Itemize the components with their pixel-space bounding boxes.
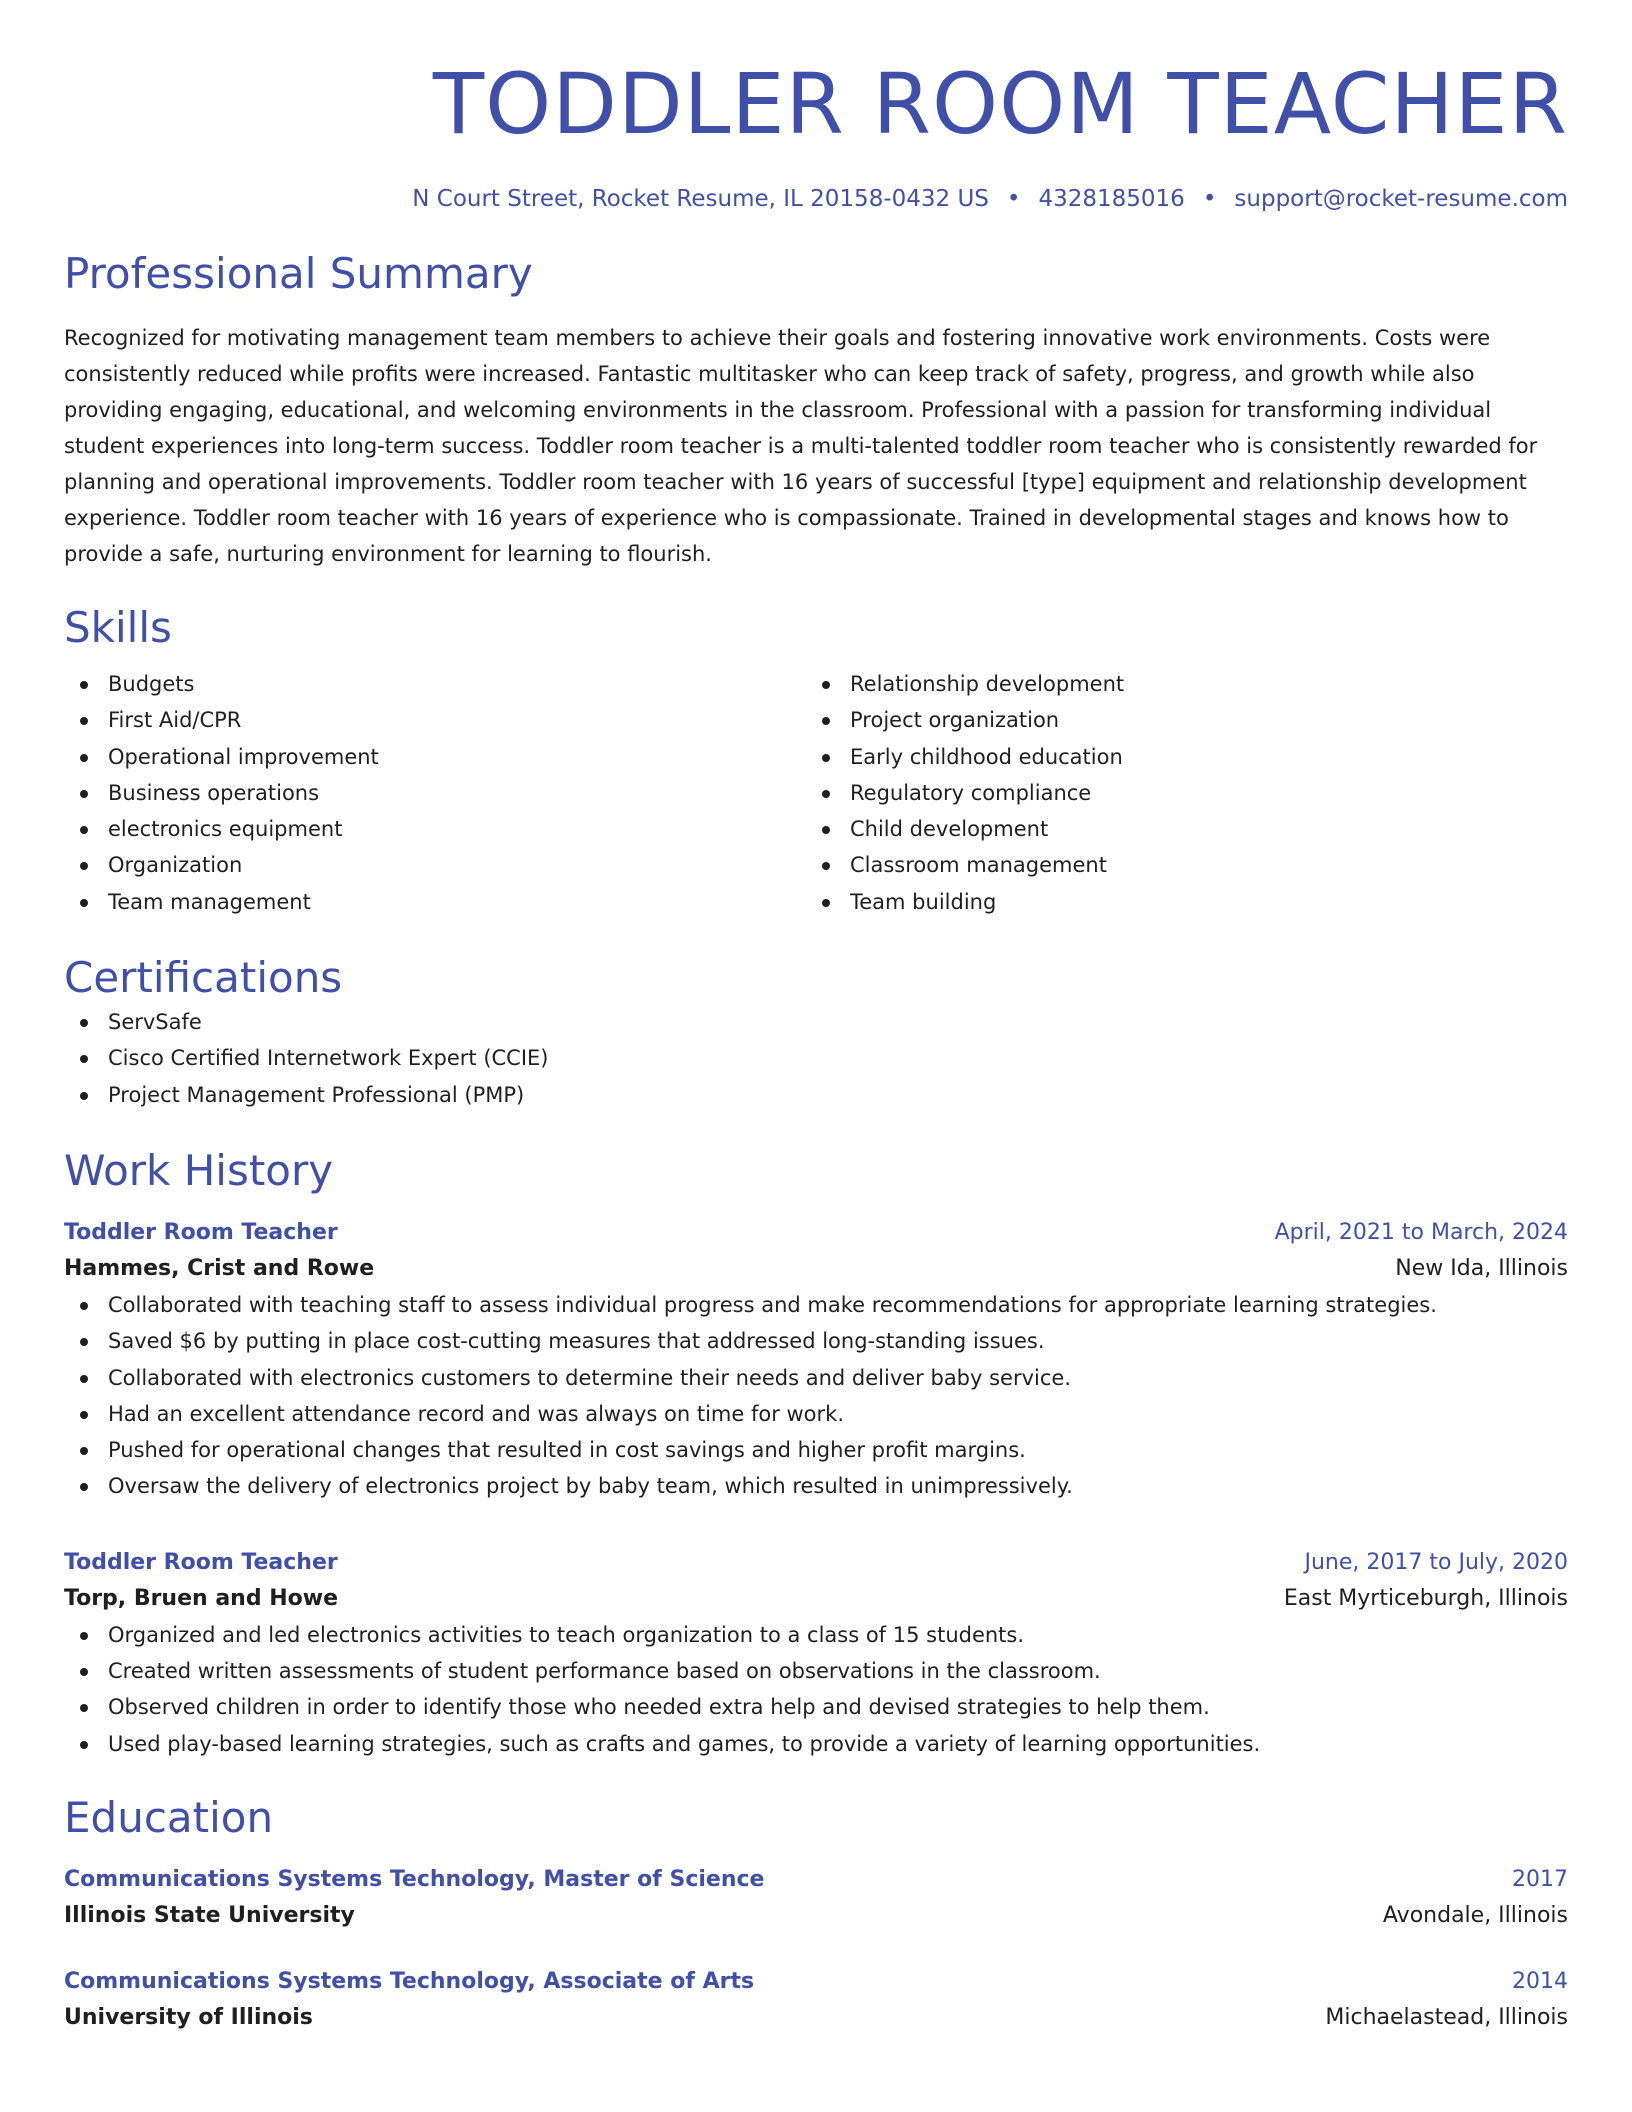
education-degree-row [64,1964,1568,2000]
job-duty: Created written assessments of student performance based on observations in the classroom. [64,1653,1568,1689]
skill-item: Business operations [64,775,806,811]
education-school-row [64,2000,1568,2036]
contact-email[interactable]: support@rocket-resume.com [1234,186,1568,212]
skills-section [64,602,1568,920]
job-duty: Had an excellent attendance record and was always on time for work. [64,1396,1568,1432]
education-section [64,1792,1568,2036]
job-company: Hammes, Crist and Rowe [64,1255,375,1281]
job-title: Toddler Room Teacher [64,1549,338,1575]
contact-phone[interactable]: 4328185016 [1038,186,1185,212]
skill-item: Regulatory compliance [806,775,1548,811]
education-degree: Communications Systems Technology, Associate of Arts [64,1968,755,1994]
skill-item: Classroom management [806,847,1548,883]
contact-separator: • [1006,186,1021,212]
skills-list-right [806,666,1548,920]
skills-grid [64,666,1568,920]
professional-summary-section [64,248,1568,572]
skill-item: Budgets [64,666,806,702]
contact-line [64,184,1568,214]
skill-item: Team building [806,884,1548,920]
job-duty: Used play-based learning strategies, such as crafts and games, to provide a variety of learning opportunities. [64,1726,1568,1762]
skill-item: Child development [806,811,1548,847]
job-duties-list [64,1287,1568,1505]
skill-item: Project organization [806,702,1548,738]
section-title-skills: Skills [64,603,172,652]
section-title-summary: Professional Summary [64,249,533,298]
education-school: University of Illinois [64,2004,313,2030]
section-title-work-history: Work History [64,1145,334,1195]
skill-item: First Aid/CPR [64,702,806,738]
job-company-row [64,1251,1568,1287]
job-location: East Myrticeburgh, Illinois [1283,1585,1568,1611]
skills-column-right [806,666,1548,920]
certification-item: Project Management Professional (PMP) [64,1077,1568,1113]
job-duty: Organized and led electronics activities to teach organization to a class of 15 students. [64,1617,1568,1653]
job-duty: Collaborated with teaching staff to assess individual progress and make recommendations for appropriate learning strategies. [64,1287,1568,1323]
job-company: Torp, Bruen and Howe [64,1585,339,1611]
certification-item: ServSafe [64,1004,1568,1040]
education-year: 2014 [1512,1968,1568,1994]
job-duty: Pushed for operational changes that resulted in cost savings and higher profit margins. [64,1432,1568,1468]
skills-list-left [64,666,806,920]
certifications-list [64,1004,1568,1113]
education-entry [64,1964,1568,2036]
work-history-section [64,1145,1568,1762]
contact-address: N Court Street, Rocket Resume, IL 20158-0432 US [412,186,989,212]
education-degree-row [64,1862,1568,1898]
skill-item: Operational improvement [64,739,806,775]
job-entry [64,1545,1568,1762]
certifications-section [64,952,1568,1113]
education-entry [64,1862,1568,1934]
skill-item: electronics equipment [64,811,806,847]
job-title: Toddler Room Teacher [64,1219,338,1245]
education-school: Illinois State University [64,1902,355,1928]
section-title-certifications: Certifications [64,953,343,1003]
job-dates: June, 2017 to July, 2020 [1304,1549,1568,1575]
education-location: Avondale, Illinois [1382,1902,1568,1928]
education-school-row [64,1898,1568,1934]
education-degree: Communications Systems Technology, Master of Science [64,1866,765,1892]
job-duty: Saved $6 by putting in place cost-cutting measures that addressed long-standing issues. [64,1323,1568,1359]
section-title-education: Education [64,1792,274,1842]
certification-item: Cisco Certified Internetwork Expert (CCIE) [64,1040,1568,1076]
contact-separator: • [1202,186,1217,212]
candidate-name: TODDLER ROOM TEACHER [432,55,1568,153]
job-duty: Collaborated with electronics customers to determine their needs and deliver baby service. [64,1360,1568,1396]
job-location: New Ida, Illinois [1395,1255,1568,1281]
resume-header [64,0,1568,214]
skill-item: Team management [64,884,806,920]
job-company-row [64,1581,1568,1617]
skills-column-left [64,666,806,920]
skill-item: Organization [64,847,806,883]
skill-item: Relationship development [806,666,1548,702]
education-location: Michaelastead, Illinois [1325,2004,1568,2030]
job-duty: Oversaw the delivery of electronics project by baby team, which resulted in unimpressively. [64,1468,1568,1504]
skill-item: Early childhood education [806,739,1548,775]
job-duties-list [64,1617,1568,1762]
job-entry [64,1215,1568,1505]
job-dates: April, 2021 to March, 2024 [1274,1219,1568,1245]
job-duty: Observed children in order to identify those who needed extra help and devised strategies to help them. [64,1689,1568,1725]
summary-text: Recognized for motivating management team members to achieve their goals and fostering innovative work environments. Costs were consistently reduced while profits were increased. Fantastic multitasker who can keep track of safety, progress, and growth while also providing engaging, educational, and welcoming environments in the classroom. Professional with a passion for transforming individual student experiences into long-term success. Toddler room teacher is a multi-talented toddler room teacher who is consistently rewarded for planning and operational improvements. Toddler room teacher with 16 years of successful [type] equipment and relationship development experience. Toddler room teacher with 16 years of experience who is compassionate. Trained in developmental stages and knows how to provide a safe, nurturing environment for learning to flourish. [64,326,1538,566]
education-year: 2017 [1512,1866,1568,1892]
job-title-row [64,1545,1568,1581]
job-title-row [64,1215,1568,1251]
